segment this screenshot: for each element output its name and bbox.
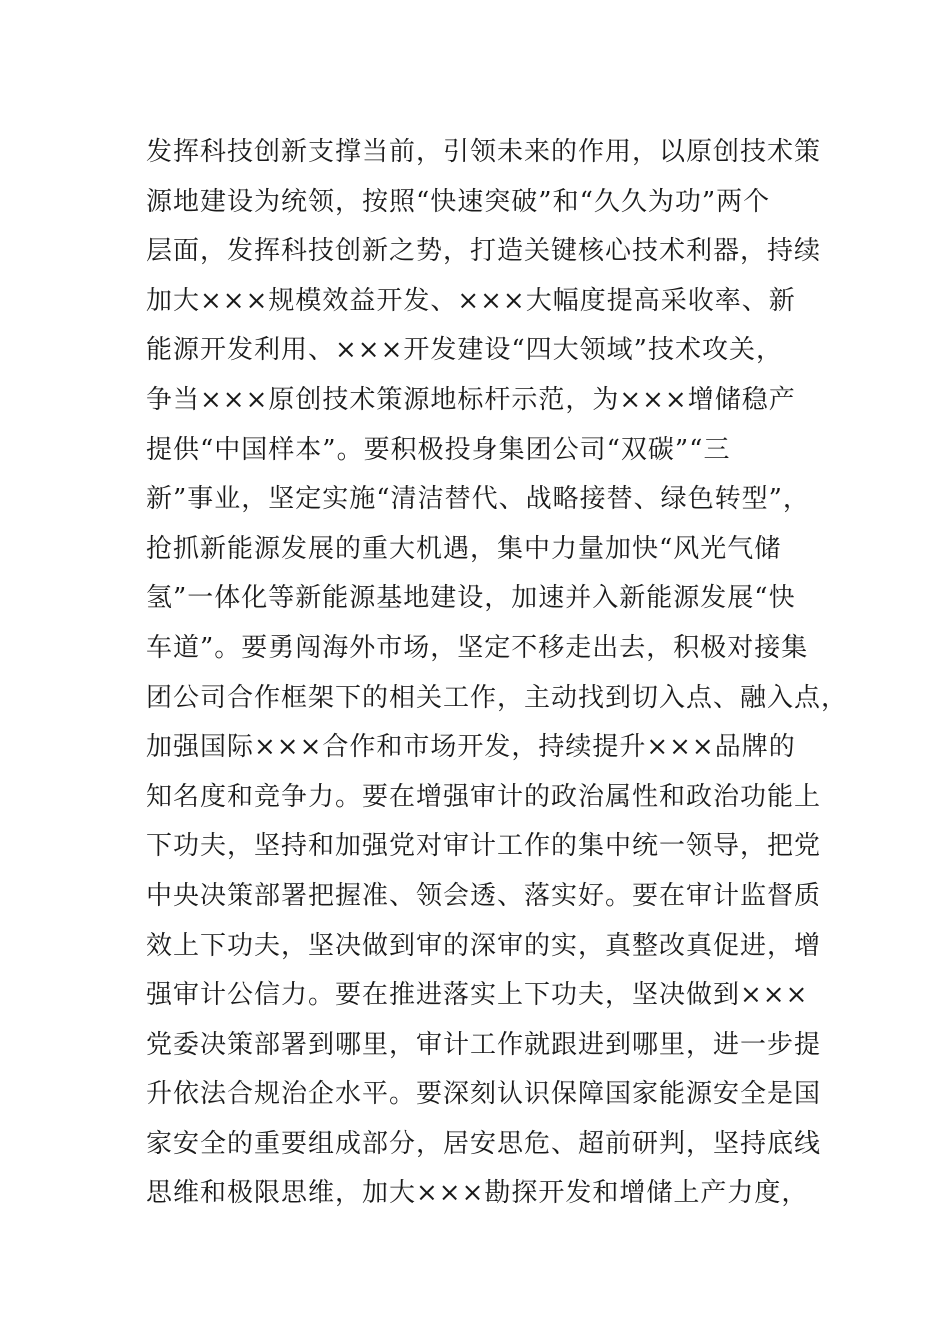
text-line: 发挥科技创新支撑当前，引领未来的作用，以原创技术策 <box>146 137 822 167</box>
text-line: 能源开发利用、×××开发建设“四大领域”技术攻关， <box>146 335 783 366</box>
text-line: 下功夫，坚持和加强党对审计工作的集中统一领导，把党 <box>146 831 822 862</box>
text-line: 强审计公信力。要在推进落实上下功夫，坚决做到××× <box>146 980 809 1011</box>
text-line: 新”事业，坚定实施“清洁替代、战略接替、绿色转型”， <box>146 484 810 515</box>
text-line: 家安全的重要组成部分，居安思危、超前研判，坚持底线 <box>146 1128 822 1159</box>
text-line: 知名度和竞争力。要在增强审计的政治属性和政治功能上 <box>146 781 822 812</box>
text-line: 中央决策部署把握准、领会透、落实好。要在审计监督质 <box>146 880 822 911</box>
text-line: 加强国际×××合作和市场开发，持续提升×××品牌的 <box>146 732 796 763</box>
text-line: 党委决策部署到哪里，审计工作就跟进到哪里，进一步提 <box>146 1029 822 1060</box>
text-line: 加大×××规模效益开发、×××大幅度提高采收率、新 <box>146 285 796 316</box>
text-line: 提供“中国样本”。要积极投身集团公司“双碳”“三 <box>146 434 731 465</box>
text-line: 车道”。要勇闯海外市场，坚定不移走出去，积极对接集 <box>146 632 809 663</box>
text-line: 氢”一体化等新能源基地建设，加速并入新能源发展“快 <box>146 583 796 614</box>
text-line: 效上下功夫，坚决做到审的深审的实，真整改真促进，增 <box>146 930 822 961</box>
text-line: 抢抓新能源发展的重大机遇，集中力量加快“风光气储 <box>146 533 782 564</box>
text-line: 源地建设为统领，按照“快速突破”和“久久为功”两个 <box>146 186 771 217</box>
text-line: 思维和极限思维，加大×××勘探开发和增储上产力度， <box>146 1178 809 1209</box>
text-line: 升依法合规治企水平。要深刻认识保障国家能源安全是国 <box>146 1079 822 1110</box>
text-line: 层面，发挥科技创新之势，打造关键核心技术利器，持续 <box>146 236 822 267</box>
text-line: 团公司合作框架下的相关工作，主动找到切入点、融入点， <box>146 682 849 713</box>
text-line: 争当×××原创技术策源地标杆示范，为×××增储稳产 <box>146 384 796 415</box>
body-paragraph <box>146 128 849 1219</box>
